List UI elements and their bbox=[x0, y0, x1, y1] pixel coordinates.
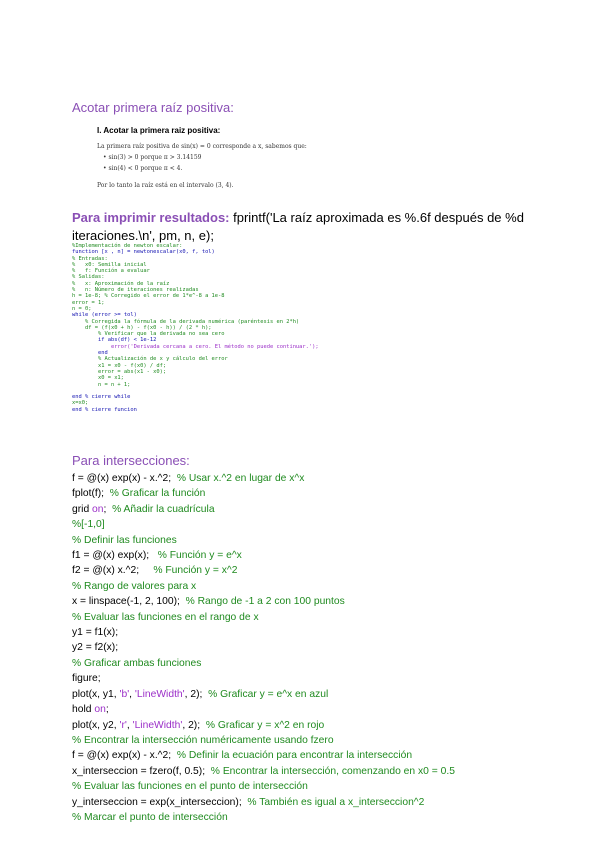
code-token: % Graficar y = e^x en azul bbox=[208, 688, 329, 700]
code-token: % También es igual a x_interseccion^2 bbox=[247, 796, 425, 808]
code-line: error('Derivada cercana a cero. El método no puede continuar.'); bbox=[72, 343, 319, 350]
code-token: % Función y = e^x bbox=[157, 550, 242, 562]
code-token: % Marcar el punto de intersección bbox=[72, 811, 228, 823]
code-line bbox=[72, 795, 455, 810]
code-line bbox=[72, 610, 455, 625]
code-token: % Graficar la función bbox=[109, 488, 206, 500]
code-token: % Graficar ambas funciones bbox=[72, 657, 202, 669]
snippet-bullet-1: • sin(3) > 0 porque π > 3.14159 bbox=[103, 154, 202, 161]
code-line: % f: Función a evaluar bbox=[72, 268, 150, 275]
code-line bbox=[72, 517, 455, 532]
code-line: error = 1; bbox=[72, 299, 105, 306]
code-line bbox=[72, 748, 455, 763]
code-token: % Evaluar las funciones en el rango de x bbox=[72, 611, 259, 623]
code-token: , 2); bbox=[182, 719, 206, 731]
code-line bbox=[72, 702, 455, 717]
code-token: f = @(x) exp(x) - x.^2; bbox=[72, 473, 177, 484]
code-line bbox=[72, 718, 455, 733]
code-line bbox=[72, 579, 455, 594]
code-token: figure; bbox=[72, 673, 101, 685]
code-line bbox=[72, 471, 455, 486]
code-line: n = n + 1; bbox=[72, 381, 131, 388]
code-line: % Corregida la fórmula de la derivada numérica (paréntesis en 2*h) bbox=[72, 318, 300, 325]
code-token: on bbox=[92, 503, 104, 515]
code-token: ; bbox=[105, 704, 109, 716]
code-line: % n: Número de iteraciones realizadas bbox=[72, 287, 199, 294]
code-line: end bbox=[72, 350, 108, 357]
code-line bbox=[72, 656, 455, 671]
snippet-intro: La primera raíz positiva de sin(x) = 0 corresponde a x, sabemos que: bbox=[97, 143, 307, 150]
code-token: % Rango de valores para x bbox=[72, 580, 197, 592]
code-token: , 2); bbox=[184, 688, 209, 700]
code-line bbox=[72, 779, 455, 794]
imprimir-label: Para imprimir resultados: bbox=[72, 210, 230, 225]
code-token: % Definir las funciones bbox=[72, 534, 177, 546]
code-token: %[-1,0] bbox=[72, 519, 105, 531]
code-token: % Usar x.^2 en lugar de x^x bbox=[176, 473, 305, 484]
code-line: n = 0; bbox=[72, 305, 92, 312]
code-token: x_interseccion = fzero(f, 0.5); bbox=[72, 765, 211, 777]
code-line bbox=[72, 502, 455, 517]
snippet-bullet-2: • sin(4) < 0 porque π < 4. bbox=[103, 165, 183, 172]
code-line: % Verificar que la derivada no sea cero bbox=[72, 331, 225, 338]
code-line: % Actualización de x y cálculo del error bbox=[72, 356, 228, 363]
code-token: plot(x, y1, bbox=[72, 688, 120, 700]
code-token: % Añadir la cuadrícula bbox=[112, 503, 215, 515]
code-line bbox=[72, 533, 455, 548]
code-line: x=x0; bbox=[72, 400, 89, 407]
heading-intersecciones: Para intersecciones: bbox=[72, 453, 190, 468]
imprimir-code: fprintf('La raíz aproximada es %.6f después de %d iteraciones.\n', pm, n, e); bbox=[72, 210, 524, 243]
code-token: on bbox=[94, 704, 106, 716]
code-line: end % cierre while bbox=[72, 394, 131, 401]
code-line bbox=[72, 671, 455, 686]
heading-imprimir bbox=[72, 209, 542, 245]
code-line: x1 = x0 - f(x0) / df; bbox=[72, 362, 167, 369]
heading-acotar: Acotar primera raíz positiva: bbox=[72, 100, 234, 115]
code-token: 'r' bbox=[119, 719, 127, 731]
code-token: f1 = @(x) exp(x); bbox=[72, 550, 158, 562]
code-line: % Salidas: bbox=[72, 274, 105, 281]
code-line bbox=[72, 764, 455, 779]
newton-code-block bbox=[72, 243, 319, 413]
code-line: if abs(df) < 1e-12 bbox=[72, 337, 157, 344]
code-line bbox=[72, 563, 455, 578]
code-token: % Graficar y = x^2 en rojo bbox=[205, 719, 325, 731]
code-token: y_interseccion = exp(x_interseccion); bbox=[72, 796, 248, 808]
code-token: y2 = f2(x); bbox=[72, 642, 119, 654]
code-line: %Implementación de newton escalar: bbox=[72, 243, 183, 249]
code-token: % Rango de -1 a 2 con 100 puntos bbox=[185, 596, 345, 608]
code-line: end % cierre funcion bbox=[72, 406, 137, 413]
code-line: % Entradas: bbox=[72, 255, 108, 262]
code-token: f = @(x) exp(x) - x.^2; bbox=[72, 750, 177, 762]
intersect-code-block bbox=[72, 471, 455, 825]
code-line bbox=[72, 594, 455, 609]
embedded-snippet bbox=[97, 126, 307, 191]
snippet-title: I. Acotar la primera raiz positiva: bbox=[97, 126, 221, 135]
code-line: while (error >= tol) bbox=[72, 312, 137, 319]
code-line bbox=[72, 548, 455, 563]
code-line: h = 1e-8; % Corregido el error de 1*e^-8 a 1e-8 bbox=[72, 293, 225, 300]
code-line bbox=[72, 733, 455, 748]
code-line: x0 = x1; bbox=[72, 375, 124, 382]
code-token: ; bbox=[103, 503, 113, 515]
code-token: x = linspace(-1, 2, 100); bbox=[72, 596, 186, 608]
code-token: 'LineWidth' bbox=[134, 688, 185, 700]
code-token: hold bbox=[72, 704, 95, 716]
code-token: % Evaluar las funciones en el punto de intersección bbox=[72, 781, 308, 793]
snippet-bullet-2-text: sin(4) < 0 porque π < 4. bbox=[108, 165, 183, 172]
code-line bbox=[72, 625, 455, 640]
code-token: % Función y = x^2 bbox=[153, 565, 238, 577]
code-token: plot(x, y2, bbox=[72, 719, 120, 731]
snippet-bullet-1-text: sin(3) > 0 porque π > 3.14159 bbox=[108, 154, 202, 161]
code-line bbox=[72, 486, 455, 501]
code-token: y1 = f1(x); bbox=[72, 627, 119, 639]
code-token: % Encontrar la intersección, comenzando en x0 = 0.5 bbox=[210, 765, 455, 777]
code-line bbox=[72, 640, 455, 655]
code-token: 'LineWidth' bbox=[132, 719, 183, 731]
code-token: grid bbox=[72, 503, 93, 515]
code-line bbox=[72, 810, 455, 825]
code-line: df = (f(x0 + h) - f(x0 - h)) / (2 * h); bbox=[72, 324, 212, 331]
code-token: , bbox=[129, 688, 135, 700]
code-token: fplot(f); bbox=[72, 488, 110, 500]
code-line: % x: Aproximación de la raíz bbox=[72, 280, 170, 287]
code-line: error = abs(x1 - x0); bbox=[72, 368, 167, 375]
code-token: f2 = @(x) x.^2; bbox=[72, 565, 154, 577]
code-token: % Definir la ecuación para encontrar la intersección bbox=[176, 750, 413, 762]
code-line: function [x , n] = newtonescalar(x0, f, tol) bbox=[72, 249, 215, 256]
snippet-footer: Por lo tanto la raíz está en el intervalo (3, 4). bbox=[97, 182, 234, 189]
code-line bbox=[72, 687, 455, 702]
code-token: , bbox=[126, 719, 133, 731]
code-token: % Encontrar la intersección numéricamente usando fzero bbox=[72, 734, 334, 746]
code-token: 'b' bbox=[119, 688, 130, 700]
code-line: % x0: Semilla inicial bbox=[72, 261, 147, 268]
